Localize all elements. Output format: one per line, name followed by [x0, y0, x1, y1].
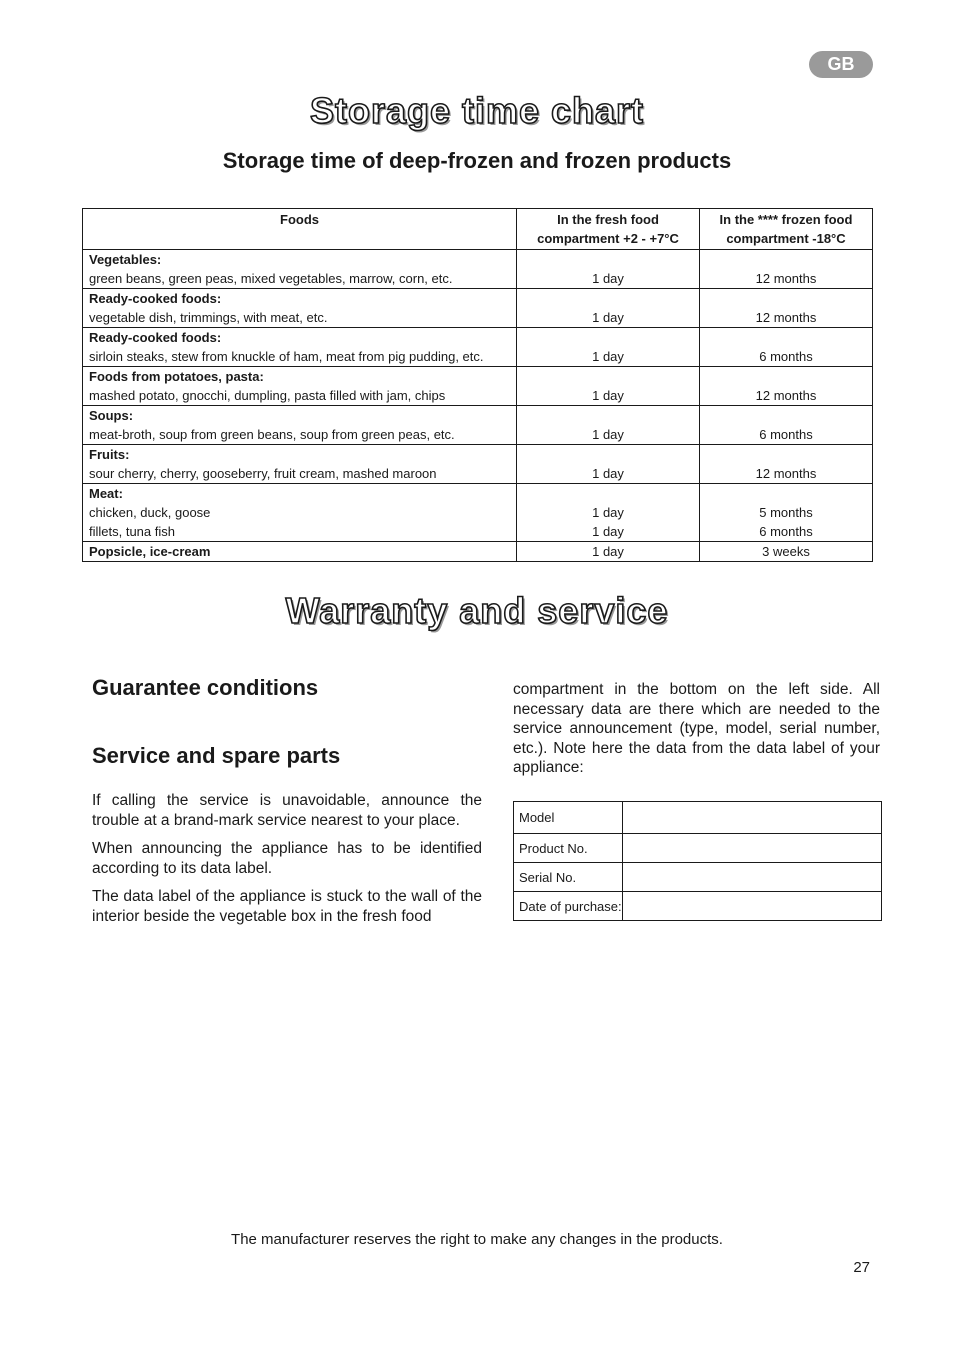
table-row — [83, 542, 873, 562]
table-row — [83, 445, 873, 484]
frozen-storage-value: 6 months — [759, 427, 813, 442]
food-group-label: Ready-cooked foods: — [89, 330, 222, 345]
food-cell — [83, 406, 517, 445]
table-row — [83, 289, 873, 328]
fresh-cell — [517, 367, 700, 406]
page-number: 27 — [853, 1259, 870, 1276]
table-row — [83, 484, 873, 542]
form-field-date-of-purchase[interactable] — [622, 892, 881, 921]
frozen-storage-value: 12 months — [755, 271, 817, 286]
service-heading: Service and spare parts — [92, 743, 341, 768]
fresh-cell — [517, 542, 700, 562]
frozen-cell — [699, 406, 872, 445]
food-group-label: Ready-cooked foods: — [89, 291, 222, 306]
food-cell — [83, 484, 517, 542]
storage-time-table — [82, 208, 873, 562]
food-group-label: Meat: — [89, 486, 123, 501]
form-row-serial-no — [514, 863, 882, 892]
table-row — [83, 367, 873, 406]
food-cell — [83, 542, 517, 562]
fresh-cell — [517, 406, 700, 445]
warranty-right-column — [513, 680, 880, 778]
food-group-label: Fruits: — [89, 447, 130, 462]
food-group-label: Foods from potatoes, pasta: — [89, 369, 264, 384]
column-header-frozen — [699, 209, 872, 250]
food-group-label: Popsicle, ice-cream — [89, 544, 211, 559]
frozen-storage-value: 12 months — [755, 310, 817, 325]
fresh-cell — [517, 445, 700, 484]
table-header-row — [83, 209, 873, 250]
frozen-cell — [699, 367, 872, 406]
form-field-product-no[interactable] — [622, 834, 881, 863]
food-group-label: Vegetables: — [89, 252, 162, 267]
form-label-product-no: Product No. — [514, 834, 623, 863]
form-label-model: Model — [514, 802, 623, 834]
fresh-storage-value: 1 day — [592, 544, 624, 559]
frozen-cell — [699, 250, 872, 289]
fresh-cell — [517, 250, 700, 289]
service-paragraph-3: The data label of the appliance is stuck to the wall of the interior beside the vegetable box in the fresh food — [92, 888, 482, 925]
form-row-product-no — [514, 834, 882, 863]
food-item-text: sirloin steaks, stew from knuckle of ham, meat from pig pudding, etc. — [89, 349, 484, 364]
storage-table-body — [83, 250, 873, 562]
fresh-storage-value: 1 day — [592, 505, 624, 520]
fresh-storage-value: 1 day — [592, 524, 624, 539]
frozen-storage-value: 6 months — [759, 524, 813, 539]
form-row-model — [514, 802, 882, 834]
fresh-storage-value: 1 day — [592, 271, 624, 286]
frozen-header-line1: In the **** frozen food — [719, 212, 853, 227]
form-field-serial-no[interactable] — [622, 863, 881, 892]
frozen-cell — [699, 445, 872, 484]
frozen-storage-value: 5 months — [759, 505, 813, 520]
food-item-text: sour cherry, cherry, gooseberry, fruit cream, mashed maroon — [89, 466, 437, 481]
storage-chart-title: Storage time chart — [309, 90, 645, 131]
frozen-cell — [699, 328, 872, 367]
fresh-storage-value: 1 day — [592, 388, 624, 403]
storage-subtitle: Storage time of deep-frozen and frozen products — [222, 148, 732, 173]
language-badge: GB — [809, 51, 873, 78]
food-item-text: chicken, duck, goose — [89, 505, 211, 520]
data-label-paragraph: compartment in the bottom on the left side. All necessary data are there which are needed to the service announcement (type, model, serial number, etc.). Note here the data from the data label of your appliance: — [513, 681, 880, 776]
data-label-form — [513, 801, 882, 921]
fresh-storage-value: 1 day — [592, 466, 624, 481]
food-item-text: mashed potato, gnocchi, dumpling, pasta filled with jam, chips — [89, 388, 446, 403]
food-item-text: green beans, green peas, mixed vegetables, marrow, corn, etc. — [89, 271, 453, 286]
fresh-storage-value: 1 day — [592, 349, 624, 364]
guarantee-heading: Guarantee conditions — [92, 675, 319, 700]
food-cell — [83, 367, 517, 406]
frozen-storage-value: 12 months — [755, 466, 817, 481]
column-header-fresh — [517, 209, 700, 250]
frozen-cell — [699, 289, 872, 328]
food-item-text: vegetable dish, trimmings, with meat, etc. — [89, 310, 328, 325]
frozen-storage-value: 3 weeks — [762, 544, 810, 559]
food-group-label: Soups: — [89, 408, 134, 423]
footer-note: The manufacturer reserves the right to make any changes in the products. — [231, 1231, 723, 1248]
food-item-text: meat-broth, soup from green beans, soup from green peas, etc. — [89, 427, 455, 442]
service-paragraph-1: If calling the service is unavoidable, announce the trouble at a brand-mark service nearest to your place. — [92, 792, 482, 829]
warranty-title: Warranty and service — [285, 590, 669, 631]
frozen-storage-value: 12 months — [755, 388, 817, 403]
food-cell — [83, 289, 517, 328]
form-label-serial-no: Serial No. — [514, 863, 623, 892]
service-paragraph-2: When announcing the appliance has to be identified according to its data label. — [92, 840, 482, 877]
table-row — [83, 406, 873, 445]
form-row-date-of-purchase — [514, 892, 882, 921]
table-row — [83, 328, 873, 367]
frozen-cell — [699, 484, 872, 542]
fresh-storage-value: 1 day — [592, 310, 624, 325]
fresh-cell — [517, 328, 700, 367]
fresh-cell — [517, 484, 700, 542]
fresh-cell — [517, 289, 700, 328]
food-cell — [83, 250, 517, 289]
fresh-storage-value: 1 day — [592, 427, 624, 442]
food-item-text: fillets, tuna fish — [89, 524, 175, 539]
frozen-storage-value: 6 months — [759, 349, 813, 364]
column-header-foods: Foods — [83, 209, 517, 250]
warranty-left-column — [92, 675, 482, 926]
table-row — [83, 250, 873, 289]
form-label-date-of-purchase: Date of purchase: — [514, 892, 623, 921]
frozen-cell — [699, 542, 872, 562]
form-field-model[interactable] — [622, 802, 881, 834]
fresh-header-line2: compartment +2 - +7°C — [537, 231, 679, 246]
frozen-header-line2: compartment -18°C — [726, 231, 846, 246]
food-cell — [83, 328, 517, 367]
food-cell — [83, 445, 517, 484]
fresh-header-line1: In the fresh food — [557, 212, 659, 227]
